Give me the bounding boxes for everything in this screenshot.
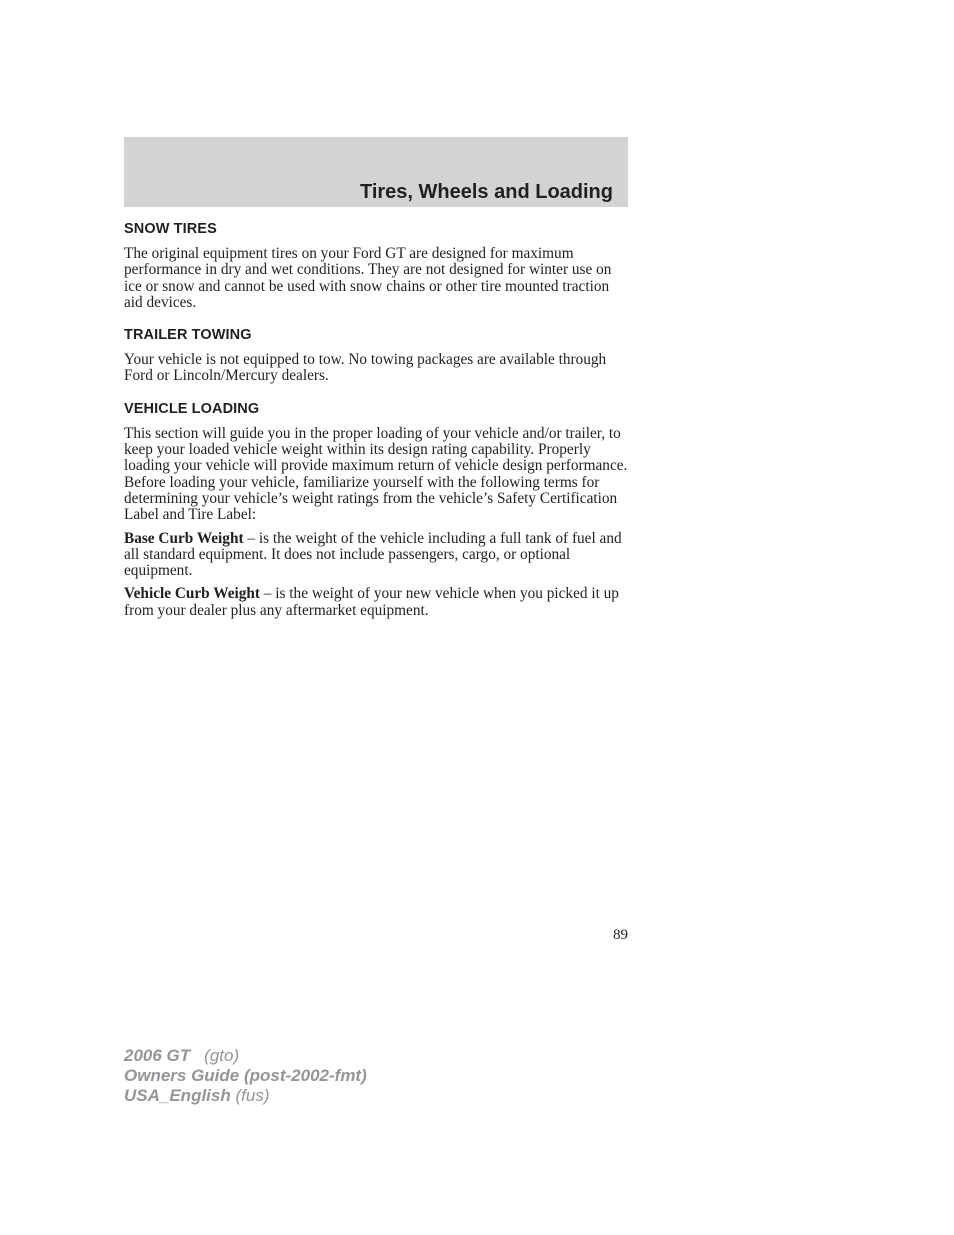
page-number: 89 xyxy=(613,927,628,943)
document-footer xyxy=(124,1046,367,1106)
footer-locale: USA_English xyxy=(124,1086,231,1105)
term-vehicle-curb-weight: Vehicle Curb Weight xyxy=(124,585,260,603)
section-snow-tires xyxy=(124,220,630,311)
footer-locale-code: (fus) xyxy=(235,1086,270,1105)
footer-line-locale xyxy=(124,1086,367,1106)
footer-line-model xyxy=(124,1046,367,1066)
section-heading-snow-tires: SNOW TIRES xyxy=(124,221,217,237)
term-base-curb-weight: Base Curb Weight xyxy=(124,529,244,547)
paragraph-trailer-towing: Your vehicle is not equipped to tow. No towing packages are available through Ford or Lincoln/Mercury dealers. xyxy=(124,351,607,385)
page-content xyxy=(124,220,630,626)
chapter-header-band xyxy=(124,137,628,207)
definition-text-base-curb-weight: – is the weight of the vehicle including a full tank of fuel and all standard equipment. It does not include passengers, cargo, or optional equipment. xyxy=(124,529,622,580)
definition-vehicle-curb-weight xyxy=(124,586,630,619)
footer-guide: Owners Guide (post-2002-fmt) xyxy=(124,1066,367,1085)
footer-model: 2006 GT xyxy=(124,1046,191,1065)
footer-model-code: (gto) xyxy=(204,1046,240,1065)
paragraph-snow-tires: The original equipment tires on your Ford GT are designed for maximum performance in dry and wet conditions. They are not designed for winter use on ice or snow and cannot be used with snow chains or other tire mounted traction aid devices. xyxy=(124,245,612,311)
definition-base-curb-weight xyxy=(124,531,630,580)
definition-text-vehicle-curb-weight: – is the weight of your new vehicle when you picked it up from your dealer plus any aftermarket equipment. xyxy=(124,585,619,619)
section-vehicle-loading xyxy=(124,400,630,619)
section-trailer-towing xyxy=(124,326,630,385)
section-heading-vehicle-loading: VEHICLE LOADING xyxy=(124,400,260,417)
section-heading-trailer-towing: TRAILER TOWING xyxy=(124,327,252,344)
paragraph-vehicle-loading-intro: This section will guide you in the proper loading of your vehicle and/or trailer, to keep your loaded vehicle weight within its design rating capability. Properly loading your vehicle will provide maximum return of vehicle design performance. Before loading your vehicle, familiarize yourself with the following terms for determining your vehicle’s weight ratings from the vehicle’s Safety Certification Label and Tire Label: xyxy=(124,424,628,524)
chapter-title: Tires, Wheels and Loading xyxy=(359,181,613,203)
